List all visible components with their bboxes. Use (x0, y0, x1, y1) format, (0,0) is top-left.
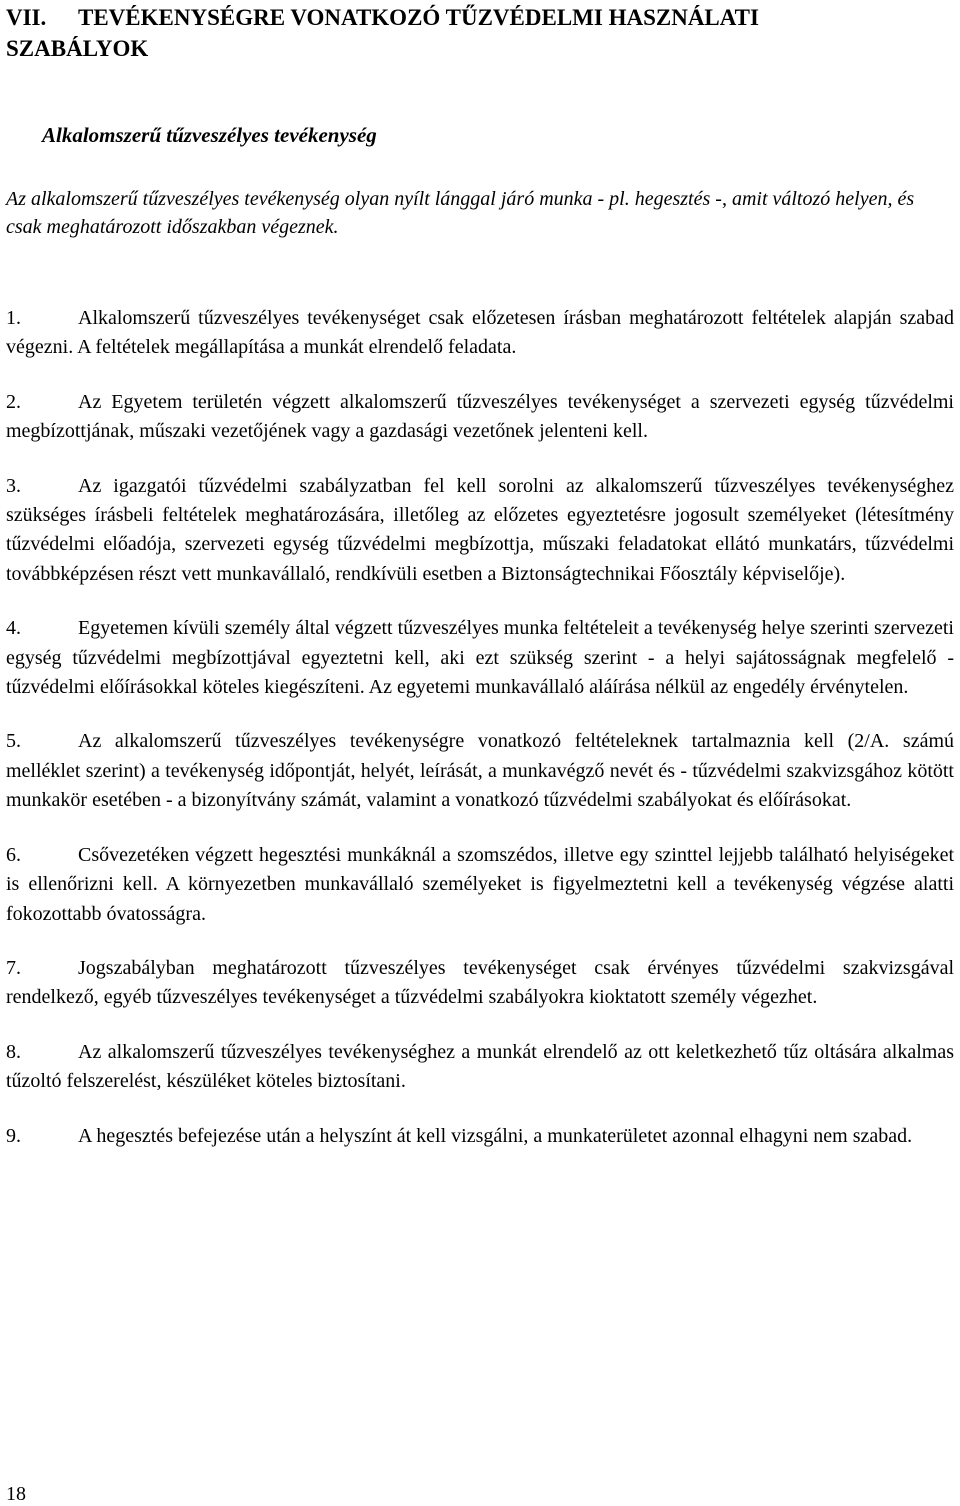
rule-number: 7. (6, 956, 21, 979)
rule-number: 5. (6, 730, 21, 753)
rule-text: Jogszabályban meghatározott tűzveszélyes tevékenységet csak érvényes tűzvédelmi szakvizsgával rendelkező, egyéb tűzveszélyes tevékenységet a tűzvédelmi szabályokra kioktatott személy végezhet. (6, 956, 954, 1009)
rule-item-9 (6, 1122, 954, 1151)
rule-text: Az alkalomszerű tűzveszélyes tevékenységre vonatkozó feltételeknek tartalmaznia kell (2/A. számú melléklet szerint) a tevékenység időpontját, helyét, leírását, a munkavégző nevét és - tűzvédelmi szakvizsgához kötött munkakör esetében - a bizonyítvány számát, valamint a vonatkozó tűzvédelmi szabályokat és előírásokat. (6, 730, 954, 812)
rule-number: 1. (6, 307, 21, 329)
rule-number: 2. (6, 390, 21, 413)
rule-number: 4. (6, 617, 21, 640)
rule-text: Az igazgatói tűzvédelmi szabályzatban fel kell sorolni az alkalomszerű tűzveszélyes tevékenységhez szükséges írásbeli feltételek meghatározására, illetőleg az előzetes egyeztetésre jogosult személyeket (létesítmény tűzvédelmi előadója, szervezeti egység tűzvédelmi megbízottja, műszaki feladatokat ellátó munkatárs, tűzvédelmi továbbképzésen részt vett munkavállaló, rendkívüli esetben a Biztonságtechnikai Főosztály képviselője). (6, 474, 954, 585)
rule-number: 9. (6, 1124, 21, 1147)
rule-item-4 (6, 614, 954, 702)
rule-item-7 (6, 954, 954, 1013)
rule-text: Az Egyetem területén végzett alkalomszerű tűzveszélyes tevékenységet a szervezeti egység tűzvédelmi megbízottjának, műszaki vezetőjének vagy a gazdasági vezetőnek jelenteni kell. (6, 390, 954, 443)
rule-number: 8. (6, 1040, 21, 1063)
chapter-title (6, 2, 906, 64)
rule-item-8 (6, 1038, 954, 1097)
rule-text: A hegesztés befejezése után a helyszínt át kell vizsgálni, a munkaterületet azonnal elhagyni nem szabad. (78, 1124, 913, 1147)
rule-text: Alkalomszerű tűzveszélyes tevékenységet csak előzetesen írásban meghatározott feltételek alapján szabad végezni. A feltételek megállapítása a munkát elrendelő feladata. (6, 307, 954, 359)
rule-text: Egyetemen kívüli személy által végzett tűzveszélyes munka feltételeit a tevékenység helye szerinti szervezeti egység tűzvédelmi megbízottjával egyeztetni kell, aki ezt szükség szerint - a helyi sajátosságnak megfelelő - tűzvédelmi előírásokkal köteles kiegészíteni. Az egyetemi munkavállaló aláírása nélkül az engedély érvénytelen. (6, 617, 954, 699)
rule-number: 6. (6, 843, 21, 866)
rule-text: Csővezetéken végzett hegesztési munkáknál a szomszédos, illetve egy szinttel lejjebb található helyiségeket is ellenőrizni kell. A környezetben munkavállaló személyeket is figyelmeztetni kell a tevékenység végzése alatti fokozottabb óvatosságra. (6, 843, 954, 925)
section-title: Alkalomszerű tűzveszélyes tevékenység (42, 123, 377, 147)
rule-item-6 (6, 841, 954, 929)
chapter-title-text: TEVÉKENYSÉGRE VONATKOZÓ TŰZVÉDELMI HASZNÁLATI SZABÁLYOK (6, 5, 759, 61)
rule-item-3 (6, 472, 954, 590)
section-intro: Az alkalomszerű tűzveszélyes tevékenység olyan nyílt lánggal járó munka - pl. hegesztés -, amit változó helyen, és csak meghatározott időszakban végeznek. (6, 188, 915, 238)
rule-item-1 (6, 304, 954, 363)
rule-number: 3. (6, 474, 21, 497)
page-number: 18 (6, 1483, 26, 1505)
chapter-number: VII. (6, 5, 47, 30)
rule-item-2 (6, 388, 954, 447)
numbered-rules-list (6, 304, 954, 1176)
rule-item-5 (6, 727, 954, 815)
rule-text: Az alkalomszerű tűzveszélyes tevékenységhez a munkát elrendelő az ott keletkezhető tűz oltására alkalmas tűzoltó felszerelést, készüléket köteles biztosítani. (6, 1040, 954, 1093)
